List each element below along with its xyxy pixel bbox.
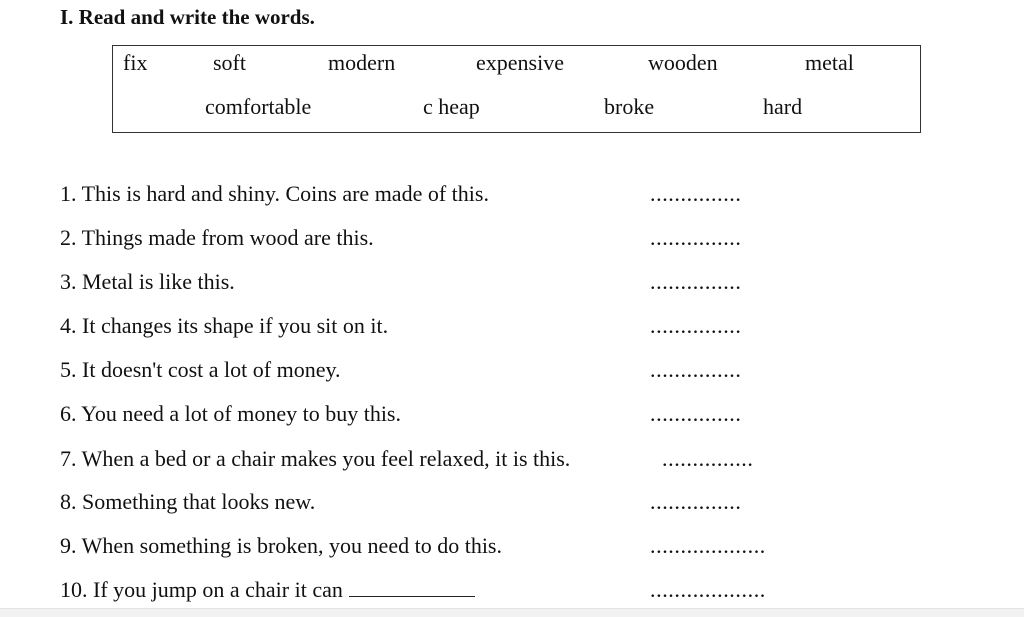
question-row [0,356,1024,386]
question-row [0,445,1024,475]
word-bank-item: modern [328,50,396,75]
question-text-content: 10. If you jump on a chair it can [60,577,343,602]
answer-blank[interactable]: ............... [650,269,742,294]
word-bank-item: expensive [476,50,564,75]
answer-blank[interactable]: ............... [662,446,754,471]
question-text: 1. This is hard and shiny. Coins are made of this. [60,181,489,206]
question-text: 3. Metal is like this. [60,269,235,294]
word-bank-item: metal [805,50,854,75]
answer-blank[interactable]: ............... [650,489,742,514]
question-row [0,576,1024,606]
answer-blank[interactable]: ............... [650,401,742,426]
word-bank-item: wooden [648,50,718,75]
word-bank-item: broke [604,94,655,119]
answer-blank[interactable]: ............... [650,357,742,382]
question-row [0,180,1024,210]
word-bank-item: c heap [423,94,480,119]
answer-blank[interactable]: ............... [650,225,742,250]
question-text: 4. It changes its shape if you sit on it. [60,313,389,338]
exercise-heading: I. Read and write the words. [60,5,315,29]
word-bank-item: comfortable [205,94,312,119]
word-bank-box [112,45,921,133]
answer-blank[interactable]: ................... [650,577,766,602]
question-text: 2. Things made from wood are this. [60,225,374,250]
question-text [60,576,475,604]
question-text: 9. When something is broken, you need to do this. [60,533,502,558]
fill-in-underline[interactable] [349,576,475,597]
question-text: 8. Something that looks new. [60,489,316,514]
question-row [0,224,1024,254]
question-text: 5. It doesn't cost a lot of money. [60,357,341,382]
answer-blank[interactable]: ............... [650,313,742,338]
word-bank-item: hard [763,94,803,119]
question-row [0,488,1024,518]
word-bank-item: soft [213,50,246,75]
answer-blank[interactable]: ............... [650,181,742,206]
word-bank-item: fix [123,50,148,75]
question-text: 6. You need a lot of money to buy this. [60,401,401,426]
question-row [0,532,1024,562]
question-row [0,312,1024,342]
answer-blank[interactable]: ................... [650,533,766,558]
question-row [0,400,1024,430]
question-row [0,268,1024,298]
question-text: 7. When a bed or a chair makes you feel relaxed, it is this. [60,446,571,471]
